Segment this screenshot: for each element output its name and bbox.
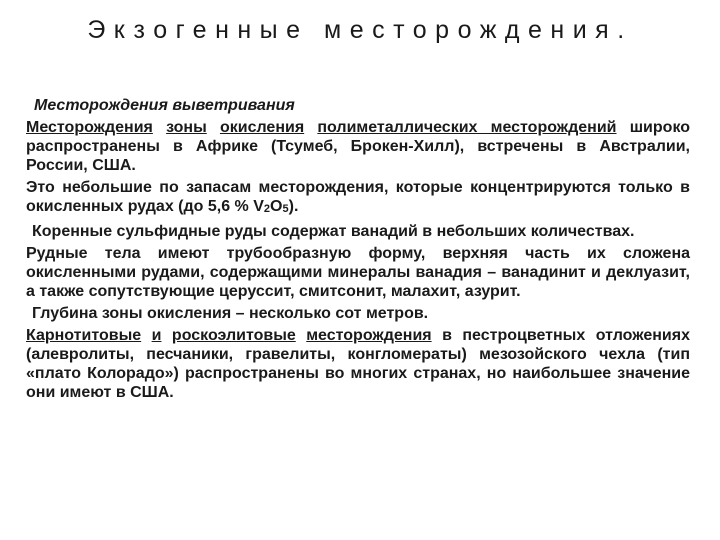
paragraph-text xyxy=(153,119,166,136)
slide-body xyxy=(26,96,690,405)
paragraph-reserves xyxy=(26,178,690,219)
paragraph-text: Это небольшие по запасам месторождения, которые концентрируются только в окисленных рудах (до 5,6 % V xyxy=(26,179,690,215)
paragraph-ore-bodies: Рудные тела имеют трубообразную форму, верхняя часть их сложена окисленными рудами, содержащими минералы ванадия – ванадинит и деклуазит, а также сопутствующие церуссит, смитсонит, малахит, азурит. xyxy=(26,245,690,300)
underlined-term: месторождения xyxy=(306,327,432,344)
underlined-term: зоны xyxy=(166,119,207,136)
paragraph-carnotite-deposits xyxy=(26,326,690,402)
underlined-term: Месторождения xyxy=(26,119,153,136)
underlined-term: и xyxy=(151,327,162,344)
subscript: 5 xyxy=(282,203,289,215)
underlined-term: полиметаллических месторождений xyxy=(317,119,617,136)
paragraph-text: широко распространены в Африке (Тсумеб, Брокен-Хилл), встречены в Австралии, России, США. xyxy=(26,119,691,174)
underlined-term: роскоэлитовые xyxy=(171,327,296,344)
section-subtitle: Месторождения выветривания xyxy=(34,97,295,114)
paragraph-text xyxy=(296,327,306,344)
underlined-term: Карнотитовые xyxy=(26,327,142,344)
paragraph-text xyxy=(207,119,220,136)
paragraph-text: в пестроцветных отложениях (алевролиты, песчаники, гравелиты, конгломераты) мезозойского чехла (тип «плато Колорадо») распространены во многих странах, но наибольшее значение они имеют в США. xyxy=(26,327,690,401)
paragraph-text xyxy=(141,327,151,344)
subscript: 2 xyxy=(263,203,271,215)
paragraph-sulfide-ores: Коренные сульфидные руды содержат ванадий в небольших количествах. xyxy=(32,223,635,240)
paragraph-text xyxy=(304,119,317,136)
paragraph-text xyxy=(161,327,171,344)
paragraph-oxidation-zone xyxy=(26,118,690,175)
underlined-term: окисления xyxy=(219,119,305,136)
paragraph-text: ). xyxy=(288,198,299,215)
slide-title: Экзогенные месторождения. xyxy=(87,16,633,44)
paragraph-oxidation-depth: Глубина зоны окисления – несколько сот метров. xyxy=(32,305,429,322)
paragraph-text: O xyxy=(270,198,283,215)
